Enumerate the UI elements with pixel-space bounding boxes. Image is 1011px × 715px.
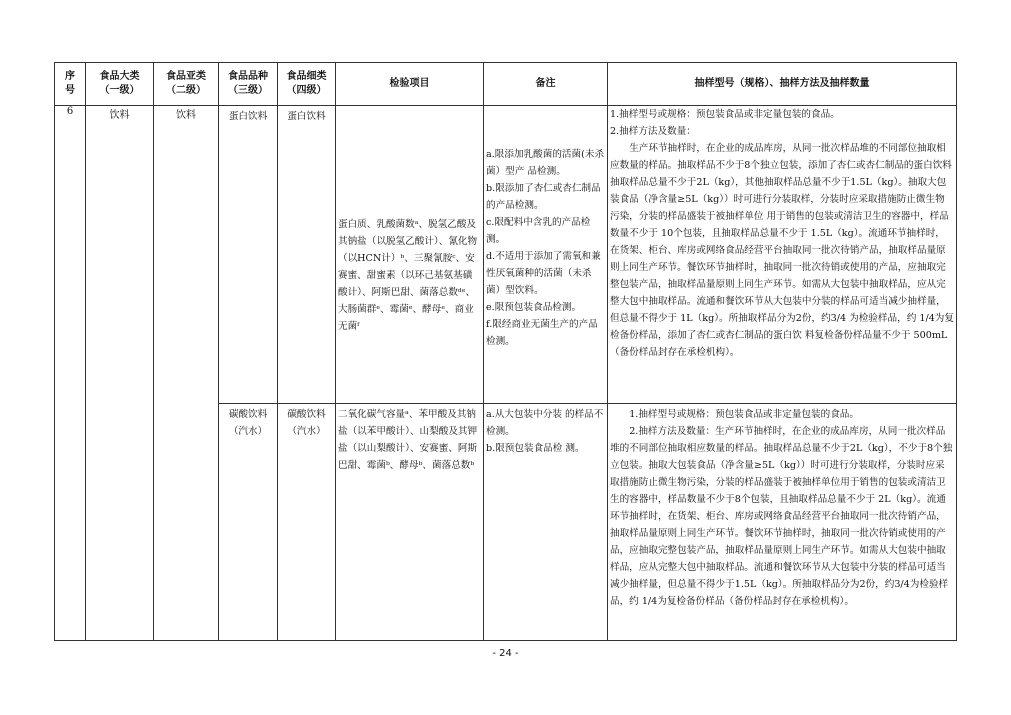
- note-line: a.从大包装中分装 的样品不检测。: [486, 409, 604, 437]
- header-test-items: 检验项目: [336, 63, 484, 106]
- seq-cell: 6: [55, 106, 86, 641]
- note-line: f.限经商业无菌生产的产品检测。: [486, 319, 598, 347]
- category-level1-cell: 饮料: [86, 106, 154, 641]
- sampling-table: [54, 62, 957, 641]
- header-seq: 序 号: [55, 63, 86, 106]
- category-level4-cell: 蛋白饮料: [278, 106, 336, 404]
- method-paragraph: 2.抽样方法及数量：生产环节抽样时，在企业的成品库房，从同一批次样品堆的不同部位抽取相应数量的样品。抽取样品总量不少于2L（kg），不少于8个独立包装。抽取大包装食品（净含量≥5L（kg））时可进行分装取样，分装时应采取措施防止微生物污染，分装的样品盛装于被抽样单位用于销售的包装或清洁卫生的容器中，样品数量不少于8个包装，且抽取样品总量不少于 2L（kg）。流通环节抽样时，在货架、柜台、库房或网络食品经营平台抽取同一批次待销产品，抽取样品量原则上同生产环节。餐饮环节抽样时，抽取同一批次待销或使用的产品，应抽取完整包装产品，抽取样品量原则上同生产环节。如需从大包装中抽取样品，应从完整大包中抽取样品。流通和餐饮环节从大包装中分装的样品可适当减少抽样量，但总量不得少于1.5L（kg）。所抽取样品分为2份，约3/4为检验样品，约 1/4为复检备份样品（备份样品封存在承检机构）。: [610, 426, 953, 607]
- category-level2-cell: 饮料: [154, 106, 219, 641]
- notes-cell: [484, 404, 608, 641]
- method-line: 1.抽样型号或规格：预包装食品或非定量包装的食品。: [629, 409, 859, 420]
- note-line: c.限配料中含乳的产品检测。: [486, 217, 591, 245]
- header-row: [55, 63, 957, 106]
- header-notes: 备注: [484, 63, 608, 106]
- header-sampling-method: 抽样型号（规格）、抽样方法及抽样数量: [608, 63, 957, 106]
- note-line: d.不适用于添加了需氧和兼性厌氧菌种的活菌（未杀菌）型饮料。: [486, 251, 601, 296]
- test-items-cell: 二氧化碳气容量ᵃ、苯甲酸及其钠盐（以苯甲酸计）、山梨酸及其钾盐（以山梨酸计）、安赛蜜、阿斯巴甜、霉菌ᵇ、酵母ᵇ、菌落总数ᵇ: [336, 404, 484, 641]
- header-category-level1: 食品大类 （一级）: [86, 63, 154, 106]
- page-number: - 24 -: [492, 648, 519, 659]
- note-line: e.限预包装食品检测。: [486, 302, 582, 313]
- header-category-level4: 食品细类 （四级）: [278, 63, 336, 106]
- note-line: b.限添加了杏仁或杏仁制品的产品检测。: [486, 183, 601, 211]
- sampling-method-cell: [608, 106, 957, 404]
- test-items-cell: 蛋白质、乳酸菌数ᵃ、脱氢乙酸及其钠盐（以脱氢乙酸计）、氰化物（以HCN计）ᵇ、三聚氰胺ᶜ、安赛蜜、甜蜜素（以环己基氨基磺酸计）、阿斯巴甜、菌落总数ᵈᵉ、大肠菌群ᵉ、霉菌ᵉ、酵母ᵉ、商业无菌ᶠ: [336, 106, 484, 404]
- category-level3-cell: 蛋白饮料: [219, 106, 278, 404]
- table-row: [55, 106, 957, 404]
- note-line: a.限添加乳酸菌的活菌(未杀菌）型产 品检测。: [486, 149, 605, 177]
- note-line: b.限预包装食品检 测。: [486, 443, 585, 454]
- header-category-level2: 食品亚类 （二级）: [154, 63, 219, 106]
- category-level4-cell: 碳酸饮料（汽水）: [278, 404, 336, 641]
- method-line: 1.抽样型号或规格：预包装食品或非定量包装的食品。: [610, 109, 840, 120]
- method-paragraph: 生产环节抽样时，在企业的成品库房，从同一批次样品堆的不同部位抽取相应数量的样品。抽取样品不少于8个独立包装，添加了杏仁或杏仁制品的蛋白饮料抽取样品总量不少于2L（kg），其他抽取样品总量不少于1.5L（kg）。抽取大包装食品（净含量≥5L（kg））时可进行分装取样，分装时应采取措施防止微生物污染，分装的样品盛装于被抽样单位 用于销售的包装或清洁卫生的容器中，样品数量不少于 10个包装，且抽取样品总量不少于 1.5L（kg）。流通环节抽样时，在货架、柜台、库房或网络食品经营平台抽取同一批次待销产品，抽取样品量原则上同生产环节。餐饮环节抽样时，抽取同一批次待销或使用的产品，应抽取完整包装产品，抽取样品量原则上同生产环节。如需从大包装中抽取样品，应从完整大包中抽取样品。流通和餐饮环节从大包装中分装的样品可适当减少抽样量，但总量不得少于 1L（kg）。所抽取样品分为2份，约3/4 为检验样品，约 1/4为复检备份样品，添加了杏仁或杏仁制品的蛋白饮 料复检备份样品量不少于 500mL（备份样品封存在承检机构）。: [610, 143, 954, 358]
- category-level3-cell: 碳酸饮料（汽水）: [219, 404, 278, 641]
- sampling-method-cell: [608, 404, 957, 641]
- notes-cell: [484, 106, 608, 404]
- header-category-level3: 食品品种 （三级）: [219, 63, 278, 106]
- method-line: 2.抽样方法及数量：: [610, 126, 696, 137]
